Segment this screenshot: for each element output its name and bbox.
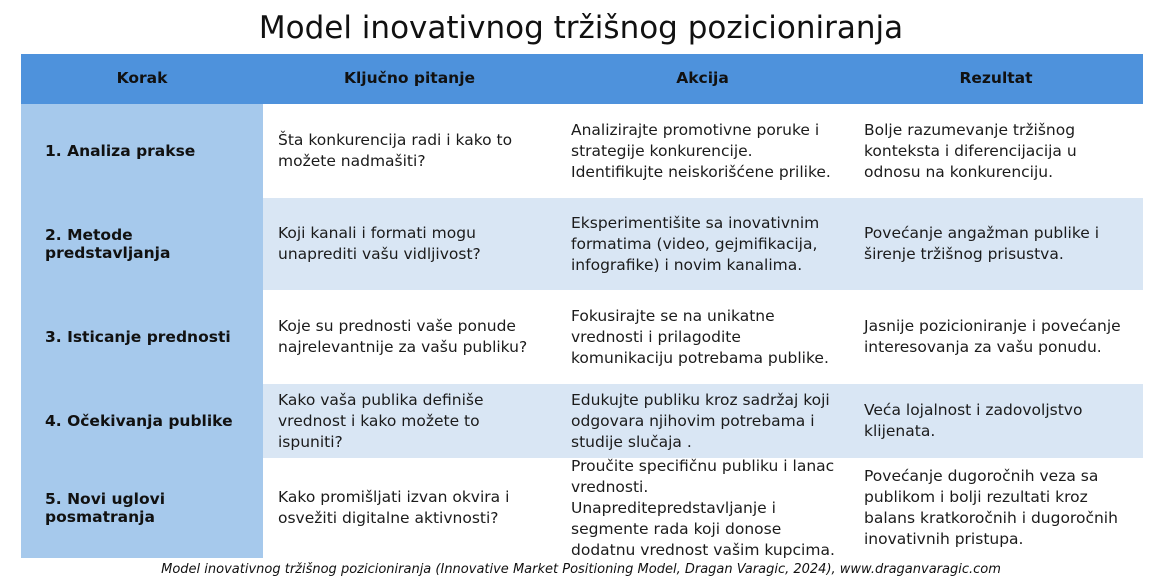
question-cell: Koje su prednosti vaše ponude najrelevantnije za vašu publiku?	[263, 290, 556, 384]
table-row	[21, 384, 1143, 458]
action-cell: Edukujte publiku kroz sadržaj koji odgovara njihovim potrebama i studije slučaja .	[556, 384, 849, 458]
table-row	[21, 290, 1143, 384]
step-cell: 2. Metode predstavljanja	[21, 198, 263, 290]
column-header-rezultat: Rezultat	[959, 69, 1033, 87]
source-caption: Model inovativnog tržišnog pozicioniranja (Innovative Market Positioning Model, Dragan Varagic, 2024), www.draganvaragic.com	[161, 562, 1001, 577]
table-row	[21, 458, 1143, 558]
step-cell: 3. Isticanje prednosti	[21, 290, 263, 384]
column-header-akcija: Akcija	[676, 69, 729, 87]
action-cell: Fokusirajte se na unikatne vrednosti i prilagodite komunikaciju potrebama publike.	[556, 290, 849, 384]
step-cell: 4. Očekivanja publike	[21, 384, 263, 458]
result-cell: Jasnije pozicioniranje i povećanje interesovanja za vašu ponudu.	[849, 290, 1143, 384]
table-row	[21, 104, 1143, 198]
step-cell: 5. Novi uglovi posmatranja	[21, 458, 263, 558]
question-cell: Kako promišljati izvan okvira i osvežiti digitalne aktivnosti?	[263, 458, 556, 558]
table-header-row	[21, 54, 1143, 104]
question-cell: Šta konkurencija radi i kako to možete nadmašiti?	[263, 104, 556, 198]
result-cell: Veća lojalnost i zadovoljstvo klijenata.	[849, 384, 1143, 458]
result-cell: Povećanje angažman publike i širenje tržišnog prisustva.	[849, 198, 1143, 290]
result-cell: Povećanje dugoročnih veza sa publikom i bolji rezultati kroz balans kratkoročnih i dugoročnih inovativnih pristupa.	[849, 458, 1143, 558]
action-cell: Proučite specifičnu publiku i lanac vrednosti. Unapreditepredstavljanje i segmente rada koji donose dodatnu vrednost vašim kupcima.	[556, 458, 849, 558]
table-row	[21, 198, 1143, 290]
step-cell: 1. Analiza prakse	[21, 104, 263, 198]
question-cell: Kako vaša publika definiše vrednost i kako možete to ispuniti?	[263, 384, 556, 458]
positioning-model-table	[21, 54, 1143, 558]
column-header-pitanje: Ključno pitanje	[343, 69, 476, 87]
question-cell: Koji kanali i formati mogu unaprediti vašu vidljivost?	[263, 198, 556, 290]
column-header-korak: Korak	[116, 69, 168, 87]
action-cell: Analizirajte promotivne poruke i strategije konkurencije. Identifikujte neiskorišćene prilike.	[556, 104, 849, 198]
action-cell: Eksperimentišite sa inovativnim formatima (video, gejmifikacija, infografike) i novim kanalima.	[556, 198, 849, 290]
page-title: Model inovativnog tržišnog pozicioniranja	[258, 10, 904, 46]
result-cell: Bolje razumevanje tržišnog konteksta i diferencijacija u odnosu na konkurenciju.	[849, 104, 1143, 198]
